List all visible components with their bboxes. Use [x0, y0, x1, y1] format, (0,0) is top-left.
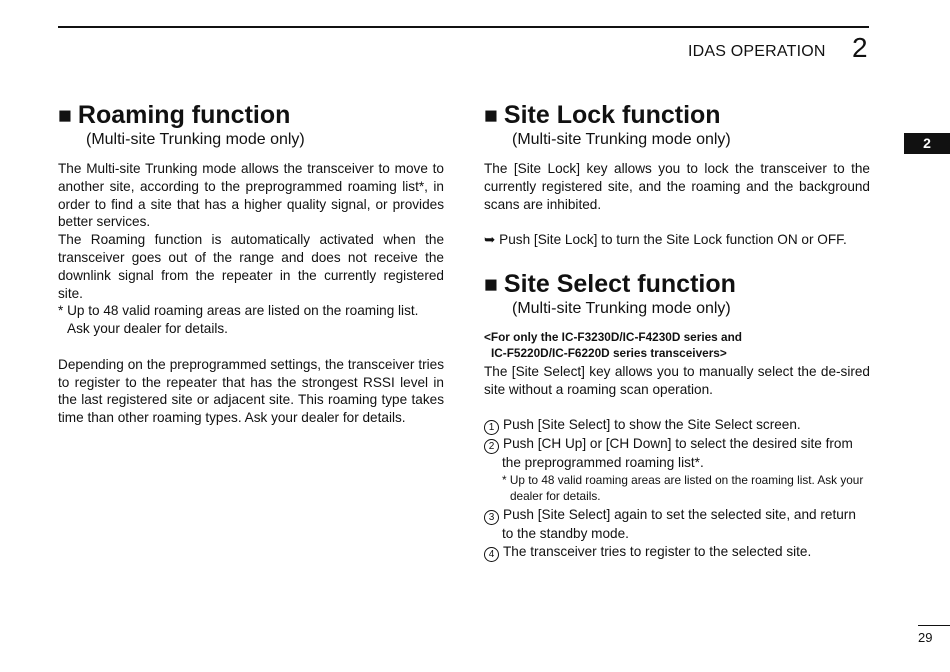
- chapter-number: 2: [852, 32, 868, 63]
- roaming-paragraph-3: Depending on the preprogrammed settings, the transceiver tries to register to the repeater that has the strongest RSSI level in the last registered site or adjacent site. This roaming type takes time than other roaming types. Ask your dealer for details.: [58, 356, 444, 426]
- site-select-subtitle: (Multi-site Trunking mode only): [512, 299, 731, 317]
- site-lock-instruction-text: Push [Site Lock] to turn the Site Lock function ON or OFF.: [499, 232, 847, 248]
- site-select-title: Site Select function: [503, 269, 736, 298]
- step-text: Push [Site Select] to show the Site Select screen.: [503, 417, 801, 433]
- chapter-title: IDAS OPERATION: [688, 43, 826, 60]
- roaming-title: Roaming function: [77, 101, 291, 129]
- model-note-line-2: IC-F5220D/IC-F6220D series transceivers>: [491, 345, 727, 360]
- roaming-footnote: * Up to 48 valid roaming areas are listed on the roaming list. Ask your dealer for details.: [58, 303, 419, 337]
- step-text: Push [CH Up] or [CH Down] to select the desired site from the preprogrammed roaming list*.: [502, 436, 853, 471]
- square-bullet-icon: ■: [484, 270, 498, 297]
- step-number-badge: 3: [484, 510, 499, 525]
- site-select-step-footnote: * Up to 48 valid roaming areas are listed on the roaming list. Ask your dealer for details.: [502, 473, 864, 503]
- step-number-badge: 1: [484, 420, 499, 435]
- site-select-paragraph: The [Site Select] key allows you to manually select the de-sired site without a roaming scan operation.: [484, 363, 870, 397]
- square-bullet-icon: ■: [484, 102, 498, 128]
- left-column: [58, 100, 444, 427]
- arrow-bullet-icon: ➥: [484, 232, 500, 248]
- site-lock-heading: [484, 100, 870, 130]
- site-lock-instruction: [484, 231, 870, 249]
- right-column: [484, 100, 870, 562]
- roaming-heading: [58, 100, 444, 130]
- site-lock-title: Site Lock function: [503, 101, 721, 129]
- site-select-model-note: [484, 329, 870, 361]
- page-number: 29: [918, 630, 933, 645]
- step-text: Push [Site Select] again to set the selected site, and return to the standby mode.: [502, 507, 856, 542]
- page-number-rule: [918, 625, 950, 626]
- step-text: The transceiver tries to register to the selected site.: [503, 543, 812, 559]
- square-bullet-icon: ■: [58, 102, 72, 128]
- chapter-tab: 2: [904, 133, 950, 154]
- site-select-step-3: [484, 506, 870, 543]
- site-select-step-4: [484, 543, 870, 562]
- site-select-step-2: [484, 435, 870, 472]
- roaming-paragraph-2: The Roaming function is automatically activated when the transceiver goes out of the range and does not receive the downlink signal from the repeater in the currently registered site.: [58, 232, 444, 301]
- site-lock-paragraph: The [Site Lock] key allows you to lock the transceiver to the currently registered site, and the roaming and the background scans are inhibited.: [484, 161, 870, 212]
- site-select-step-1: [484, 416, 870, 435]
- step-number-badge: 2: [484, 439, 499, 454]
- roaming-subtitle: (Multi-site Trunking mode only): [86, 131, 305, 148]
- model-note-line-1: <For only the IC-F3230D/IC-F4230D series and: [484, 329, 742, 344]
- header-rule: [58, 26, 869, 28]
- roaming-paragraph-1: The Multi-site Trunking mode allows the transceiver to move to another site, according to the preprogrammed roaming list*, in order to find a site that has a higher quality signal, or provides better services.: [58, 161, 444, 230]
- site-lock-subtitle: (Multi-site Trunking mode only): [512, 131, 731, 148]
- step-number-badge: 4: [484, 547, 499, 562]
- site-select-heading: [484, 269, 870, 299]
